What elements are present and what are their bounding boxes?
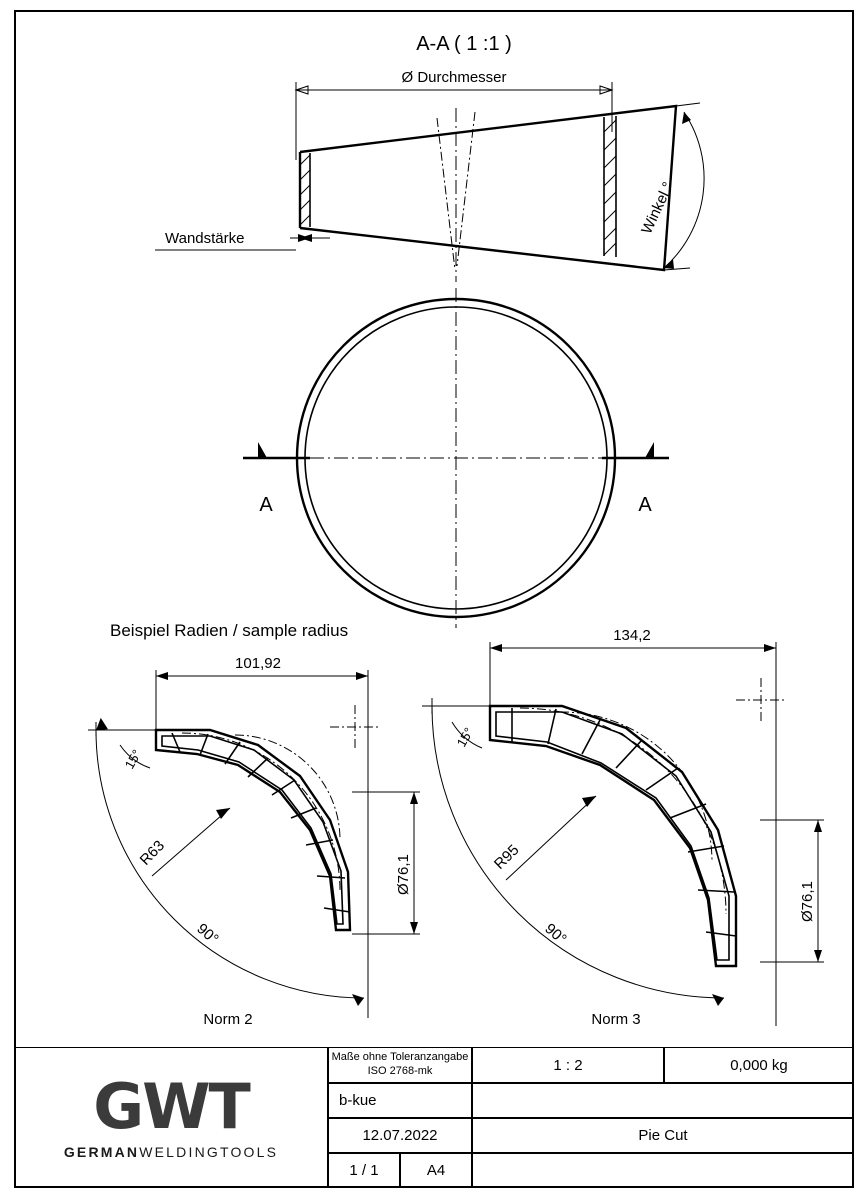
norm3-radius-label: R95	[490, 841, 523, 873]
norm3-bend-angle: 90°	[541, 920, 570, 948]
company-logo	[14, 1047, 328, 1188]
paper-format: A4	[400, 1153, 472, 1188]
tolerance-note-line2: ISO 2768-mk	[367, 1065, 433, 1077]
sheet-number: 1 / 1	[328, 1153, 400, 1188]
norm3-pipe-diameter: Ø76,1	[799, 881, 816, 922]
empty-cell-2	[472, 1153, 854, 1188]
empty-cell-1	[472, 1083, 854, 1118]
company-name	[64, 1144, 278, 1160]
norm2-radius-label: R63	[136, 837, 169, 869]
company-name-part1: GERMAN	[63, 1143, 140, 1160]
tolerance-note-line1: Maße ohne Toleranzangabe	[331, 1051, 469, 1064]
tolerance-note	[328, 1047, 472, 1083]
norm2-pipe-diameter: Ø76,1	[395, 854, 412, 895]
company-name-part2: WELDINGTOOLS	[139, 1143, 279, 1160]
diameter-label: Ø Durchmesser	[401, 69, 507, 86]
norm2-segment-angle: 15°	[121, 746, 145, 772]
sample-radius-heading: Beispiel Radien / sample radius	[110, 621, 349, 640]
weight: 0,000 kg	[664, 1047, 854, 1083]
section-title: A-A ( 1 :1 )	[416, 33, 512, 55]
angle-label: Winkel °	[638, 179, 677, 237]
title-block	[14, 1047, 854, 1188]
company-logo-mark: GWT	[93, 1069, 249, 1143]
norm2-bend-angle: 90°	[193, 920, 222, 948]
scale: 1 : 2	[472, 1047, 664, 1083]
date: 12.07.2022	[328, 1118, 472, 1153]
norm2-width-dim: 101,92	[235, 655, 281, 672]
drawn-by: b-kue	[328, 1083, 472, 1118]
wall-thickness-label: Wandstärke	[165, 230, 245, 247]
norm2-caption: Norm 2	[203, 1011, 253, 1028]
norm3-caption: Norm 3	[591, 1011, 641, 1028]
section-mark-right: A	[638, 494, 652, 516]
section-mark-left: A	[259, 494, 273, 516]
part-name: Pie Cut	[472, 1118, 854, 1153]
norm3-segment-angle: 15°	[453, 724, 477, 750]
norm3-width-dim: 134,2	[613, 627, 651, 644]
